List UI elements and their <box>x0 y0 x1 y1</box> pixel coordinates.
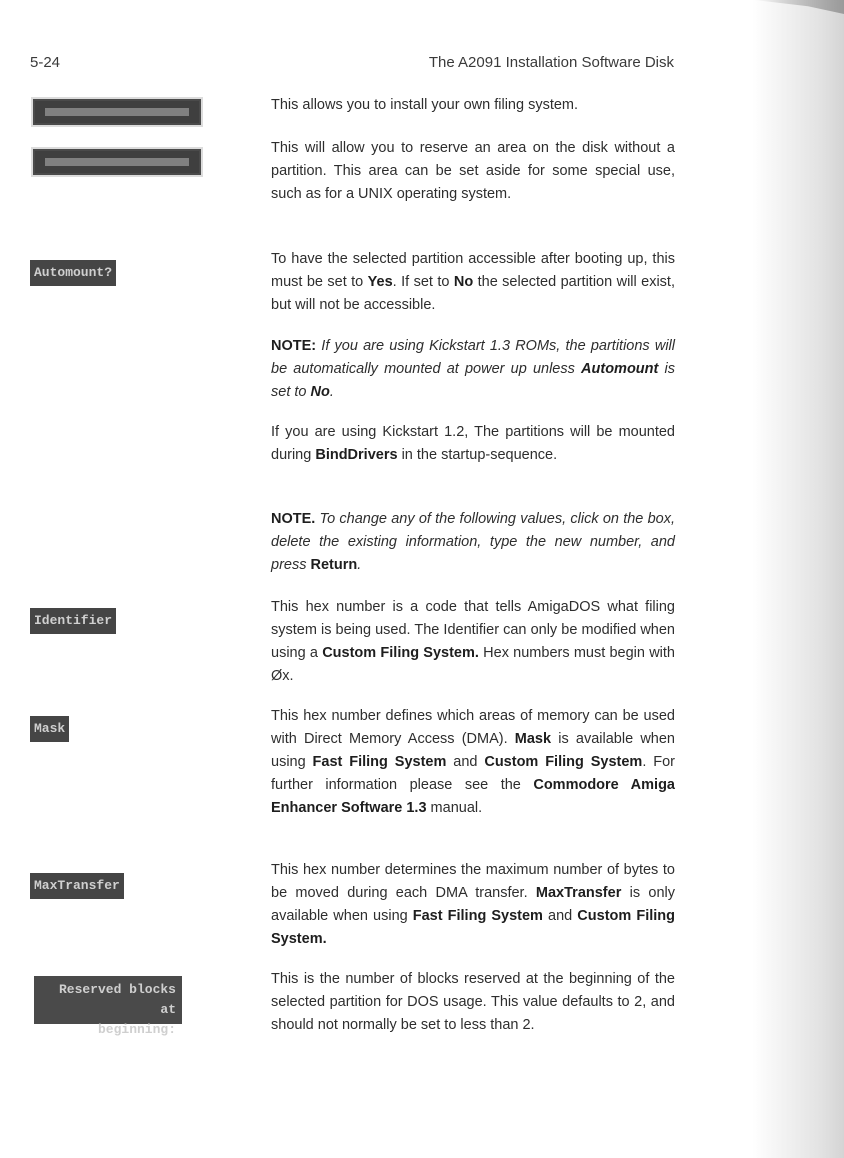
bold-text: Commodore Amiga Enhancer Software 1.3 <box>271 777 675 816</box>
bold-text: Return <box>310 557 358 573</box>
para-text: This allows you to install your own filing system. <box>271 97 579 113</box>
text: is available when using <box>271 731 675 770</box>
maxtransfer-label: MaxTransfer <box>30 873 124 899</box>
para-reserved-area <box>271 137 675 206</box>
text: and <box>446 754 485 770</box>
bold-text: Yes <box>367 274 393 290</box>
text: This hex number is a code that tells AmigaDOS what filing system is being used. The Identifier can only be modified when using a <box>271 599 675 661</box>
bold-text: Fast Filing System <box>412 908 543 924</box>
text: and <box>542 908 578 924</box>
bold-text: Automount <box>581 361 659 377</box>
bold-text: Custom Filing System <box>484 754 643 770</box>
text: . If set to <box>392 274 454 290</box>
bold-text: Fast Filing System <box>312 754 447 770</box>
text: To change any of the following values, click on the box, delete the existing information, type the new number, and press <box>271 511 675 573</box>
page-edge-shadow <box>752 0 844 1158</box>
mask-label: Mask <box>30 716 69 742</box>
text: . For further information please see the <box>271 754 675 793</box>
automount-label: Automount? <box>30 260 116 286</box>
para-text: This is the number of blocks reserved at the beginning of the selected partition for DOS usage. This value defaults to 2, and should not normally be set to less than 2. <box>271 971 675 1033</box>
bold-text: Custom Filing System. <box>271 908 675 947</box>
text: the selected partition will exist, but will not be accessible. <box>271 274 675 313</box>
note-kickstart-13 <box>271 335 675 404</box>
para-custom-filesystem <box>271 94 675 117</box>
text: . <box>357 557 362 573</box>
text: in the startup-sequence. <box>397 447 558 463</box>
para-automount <box>271 248 675 317</box>
reserved-blocks-label <box>34 976 182 1037</box>
text: This hex number defines which areas of memory can be used with Direct Memory Access (DMA). <box>271 708 675 747</box>
para-mask <box>271 705 675 820</box>
text: manual. <box>426 800 483 816</box>
identifier-label: Identifier <box>30 608 116 634</box>
note-label: NOTE. <box>271 511 316 527</box>
bold-text: BindDrivers <box>315 447 398 463</box>
text: This hex number determines the maximum number of bytes to be moved during each DMA transfer. <box>271 862 675 901</box>
note-label: NOTE: <box>271 338 317 354</box>
bold-text: MaxTransfer <box>535 885 622 901</box>
reserved-partition-button <box>31 147 203 177</box>
text: is only available when using <box>271 885 675 924</box>
text: To have the selected partition accessible after booting up, this must be set to <box>271 251 675 290</box>
page-title: The A2091 Installation Software Disk <box>428 54 674 71</box>
text: If you are using Kickstart 1.3 ROMs, the partitions will be automatically mounted at power up unless <box>271 338 675 377</box>
para-maxtransfer <box>271 859 675 951</box>
custom-filesystem-button <box>31 97 203 127</box>
bold-text: No <box>310 384 330 400</box>
text: If you are using Kickstart 1.2, The partitions will be mounted during <box>271 424 675 463</box>
bold-text: Custom Filing System. <box>322 645 479 661</box>
text: . <box>329 384 334 400</box>
text: is set to <box>271 361 675 400</box>
para-identifier <box>271 596 675 688</box>
para-text: This will allow you to reserve an area on the disk without a partition. This area can be set aside for some special use, such as for a UNIX operating system. <box>271 140 675 202</box>
reserved-blocks-label-line1: Reserved blocks at <box>58 982 176 1017</box>
note-change-values <box>271 508 675 577</box>
page-number: 5-24 <box>30 54 61 71</box>
bold-text: No <box>453 274 474 290</box>
text: Hex numbers must begin with Øx. <box>271 645 675 684</box>
bold-text: Mask <box>514 731 552 747</box>
reserved-blocks-label-line2: beginning: <box>97 1022 176 1037</box>
para-reserved-blocks <box>271 968 675 1037</box>
para-kickstart-12 <box>271 421 675 467</box>
